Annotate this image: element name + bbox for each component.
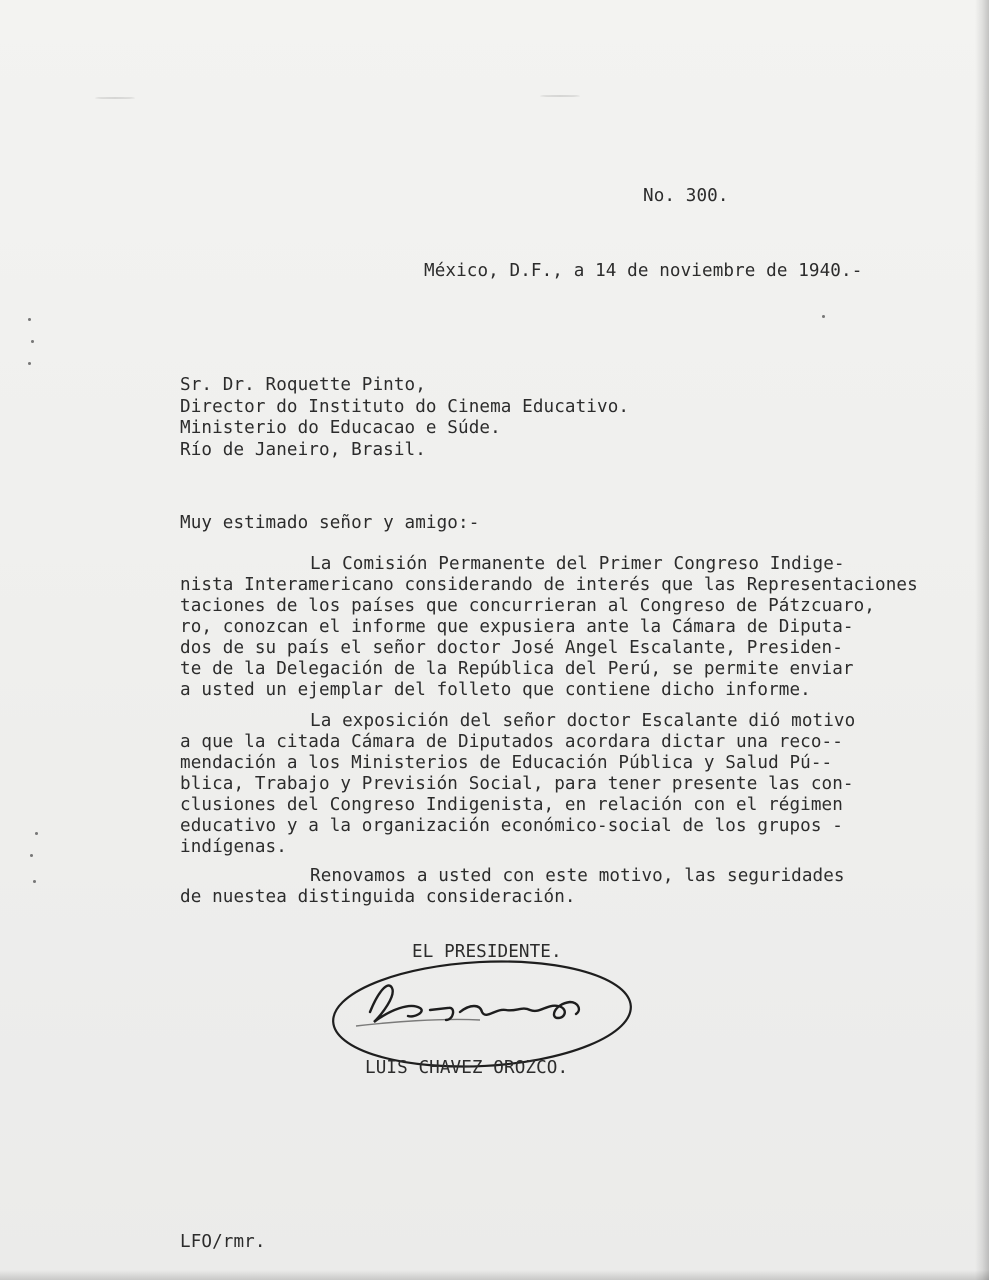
recipient-line: Ministerio do Educacao e Súde. [180, 418, 501, 438]
paragraph-line: te de la Delegación de la República del Perú, se permite enviar [180, 659, 854, 679]
salutation: Muy estimado señor y amigo:- [180, 513, 480, 533]
signature-seal [330, 952, 635, 1070]
paragraph-line: indígenas. [180, 837, 287, 857]
paragraph-line: nista Interamericano considerando de interés que las Representaciones [180, 575, 918, 595]
paragraph-line: ro, conozcan el informe que expusiera ante la Cámara de Diputa- [180, 617, 854, 637]
recipient-line: Sr. Dr. Roquette Pinto, [180, 375, 426, 395]
paragraph-line: dos de su país el señor doctor José Angel Escalante, Presiden- [180, 638, 843, 658]
paragraph-line: clusiones del Congreso Indigenista, en relación con el régimen [180, 795, 843, 815]
paragraph-line: a que la citada Cámara de Diputados acordara dictar una reco-- [180, 732, 843, 752]
recipient-line: Río de Janeiro, Brasil. [180, 440, 426, 460]
paragraph-line: La exposición del señor doctor Escalante dió motivo [310, 711, 856, 731]
closing-line: de nuestea distinguida consideración. [180, 887, 576, 907]
closing-line: Renovamos a usted con este motivo, las seguridades [310, 866, 845, 886]
recipient-line: Director do Instituto do Cinema Educativo. [180, 397, 630, 417]
page-edge-shadow [975, 0, 989, 1280]
page-bottom-shadow [0, 1270, 989, 1280]
paragraph-line: educativo y a la organización económico-social de los grupos - [180, 816, 843, 836]
signer-name: LUIS CHAVEZ OROZCO. [365, 1058, 569, 1078]
paragraph-line: a usted un ejemplar del folleto que contiene dicho informe. [180, 680, 811, 700]
paragraph-line: taciones de los países que concurrieran al Congreso de Pátzcuaro, [180, 596, 876, 616]
paragraph-line: blica, Trabajo y Previsión Social, para tener presente las con- [180, 774, 854, 794]
place-and-date: México, D.F., a 14 de noviembre de 1940.- [424, 261, 863, 281]
paragraph-line: mendación a los Ministerios de Educación Pública y Salud Pú-- [180, 753, 833, 773]
reference-initials: LFO/rmr. [180, 1232, 266, 1252]
letter-number: No. 300. [643, 186, 729, 206]
signer-title: EL PRESIDENTE. [412, 942, 562, 962]
paragraph-line: La Comisión Permanente del Primer Congreso Indige- [310, 554, 845, 574]
handwritten-signature [370, 985, 579, 1022]
